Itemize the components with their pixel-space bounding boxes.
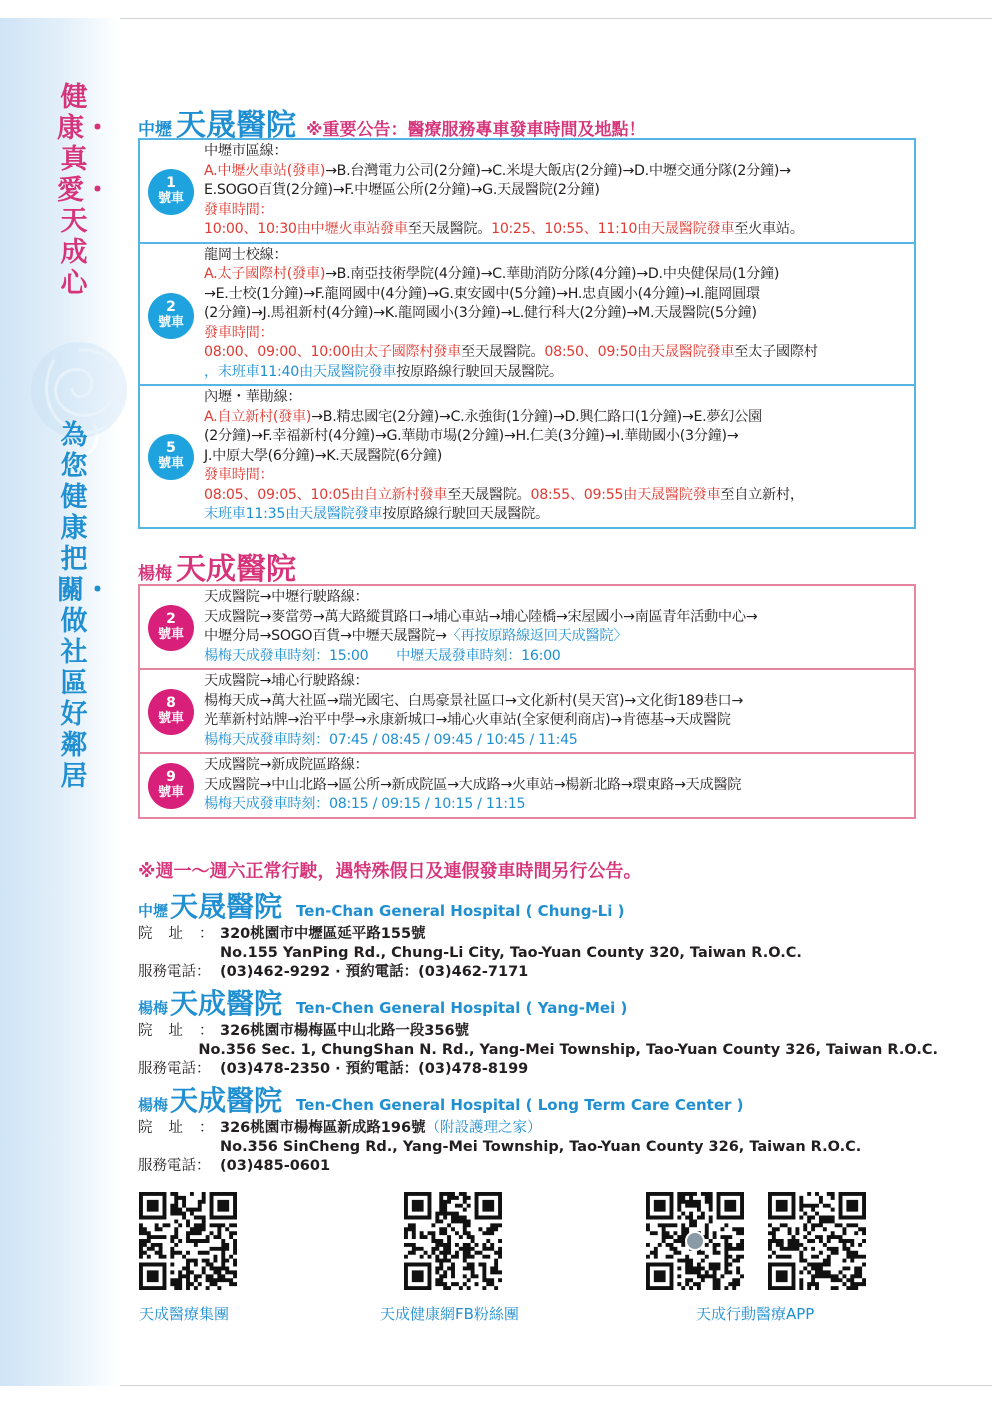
route-line bbox=[204, 795, 906, 815]
route-line bbox=[204, 647, 906, 667]
route-text: A.太子國際村(發車) bbox=[204, 266, 326, 282]
qr-code-icon bbox=[139, 1192, 237, 1290]
route-text: 由中壢火車站發車 bbox=[296, 221, 408, 237]
section1-notice: ※重要公告：醫療服務專車發車時間及地點！ bbox=[306, 120, 646, 140]
schedule-footnote: ※週一～週六正常行駛，遇特殊假日及連假發車時間另行公告。 bbox=[138, 861, 642, 882]
address-zh bbox=[220, 1119, 938, 1138]
phone-label: 服務電話： bbox=[138, 1061, 211, 1077]
route-line bbox=[204, 756, 906, 776]
route-text: 由太子國際村發車 bbox=[349, 344, 462, 360]
hospital-address-zh bbox=[138, 925, 938, 944]
route-text: 由天晟醫院發車 bbox=[623, 486, 721, 503]
route-text: 08:50、09:50 bbox=[544, 344, 638, 360]
route-text: →B.精忠國宅(2分鐘)→C.永強街(1分鐘)→D.興仁路口(1分鐘)→E.夢幻公園 bbox=[311, 408, 762, 425]
section1-prefix: 中壢 bbox=[138, 120, 172, 140]
section2-hospital: 天成醫院 bbox=[176, 552, 296, 587]
hospital-address-zh bbox=[138, 1119, 938, 1138]
route-badge-number: 8 bbox=[166, 695, 176, 711]
route-text: 08:00、09:00、10:00 bbox=[204, 344, 350, 360]
route-text: 08:55、09:55 bbox=[530, 486, 624, 503]
route-text: 由自立新村發車 bbox=[349, 486, 448, 503]
phone-label: 服務電話： bbox=[138, 964, 211, 980]
hospital-3 bbox=[138, 1079, 938, 1176]
route-line bbox=[204, 627, 906, 647]
route-text: 內壢・華勛線： bbox=[204, 389, 302, 405]
route-badge-number: 2 bbox=[166, 611, 176, 627]
hospital-prefix: 楊梅 bbox=[138, 999, 169, 1017]
qr-code-icon bbox=[646, 1192, 744, 1290]
route-text: 〈再按原路線返回天成醫院〉 bbox=[446, 628, 628, 644]
address-zh-text: 326桃園市楊梅區中山北路一段356號 bbox=[220, 1023, 470, 1039]
route-line bbox=[204, 427, 906, 447]
route-line bbox=[204, 486, 906, 506]
route-line bbox=[204, 363, 906, 383]
route-badge-number: 9 bbox=[166, 769, 176, 785]
route-line bbox=[204, 505, 906, 525]
route-text: 至太子國際村 bbox=[734, 344, 818, 360]
section2-prefix: 楊梅 bbox=[138, 564, 172, 584]
spacer bbox=[138, 1041, 198, 1060]
route-8 bbox=[140, 670, 914, 754]
route-text: 天成醫院→埔心行駛路線： bbox=[204, 673, 369, 689]
spacer bbox=[138, 1138, 220, 1157]
route-badge-label: 號車 bbox=[157, 314, 184, 330]
route-5 bbox=[140, 386, 914, 527]
route-badge-label: 號車 bbox=[157, 627, 184, 642]
spacer bbox=[138, 944, 220, 963]
route-badge bbox=[148, 293, 194, 339]
route-text: 天成醫院→新成院區路線： bbox=[204, 757, 369, 773]
route-line bbox=[204, 142, 906, 162]
route-badge bbox=[148, 434, 194, 480]
phone-numbers: (03)462-9292 · 預約電話：(03)462-7171 bbox=[220, 964, 529, 980]
route-line bbox=[204, 265, 906, 285]
route-text: 龍岡士校線： bbox=[204, 246, 288, 263]
hospital-2 bbox=[138, 982, 938, 1079]
phone-numbers: (03)478-2350 · 預約電話：(03)478-8199 bbox=[220, 1061, 529, 1077]
hospital-name: 天晟醫院 bbox=[170, 890, 283, 923]
route-line bbox=[204, 608, 906, 628]
route-text: E.SOGO百貨(2分鐘)→F.中壢區公所(2分鐘)→G.天晟醫院(2分鐘) bbox=[204, 182, 600, 198]
hospital-name: 天成醫院 bbox=[170, 987, 283, 1020]
hospital-en: Ten-Chen General Hospital ( Long Term Care Center ) bbox=[296, 1096, 744, 1114]
route-text: 按原路線行駛回天晟醫院。 bbox=[382, 506, 549, 522]
route-text: 中壢分局→SOGO百貨→中壢天晟醫院→ bbox=[204, 628, 447, 644]
route-text: A.自立新村(發車) bbox=[204, 408, 312, 425]
route-badge bbox=[148, 689, 194, 735]
hospital-phone bbox=[138, 1060, 938, 1079]
route-line bbox=[204, 246, 906, 266]
address-label: 院址： bbox=[138, 926, 230, 942]
phone-numbers: (03)485-0601 bbox=[220, 1158, 331, 1174]
route-line bbox=[204, 447, 906, 467]
route-text: 由天晟醫院發車 bbox=[285, 506, 383, 522]
route-badge-label: 號車 bbox=[157, 191, 184, 206]
route-badge-label: 號車 bbox=[157, 785, 184, 800]
route-text: →E.士校(1分鐘)→F.龍岡國中(4分鐘)→G.東安國中(5分鐘)→H.忠貞國小(4分鐘)→I.龍岡圓環 bbox=[204, 285, 760, 302]
slogan-bottom: 為您健康把關・做社區好鄰居 bbox=[57, 420, 111, 792]
route-box-zhongli bbox=[138, 138, 916, 529]
hospital-prefix: 中壢 bbox=[138, 902, 169, 920]
hospital-en: Ten-Chan General Hospital ( Chung-Li ) bbox=[296, 902, 625, 920]
qr-caption: 天成醫療集團 bbox=[139, 1305, 230, 1323]
route-text: 天成醫院→中壢行駛路線： bbox=[204, 589, 369, 605]
route-text: (2分鐘)→J.馬祖新村(4分鐘)→K.龍岡國小(3分鐘)→L.健行科大(2分鐘)→M.天晟醫院(5分鐘) bbox=[204, 305, 757, 321]
route-line bbox=[204, 672, 906, 692]
address-en: No.155 YanPing Rd., Chung-Li City, Tao-Yuan County 320, Taiwan R.O.C. bbox=[220, 945, 802, 961]
route-line bbox=[204, 304, 906, 324]
hospital-address-zh bbox=[138, 1022, 938, 1041]
route-line bbox=[204, 388, 906, 408]
address-zh-text: 326桃園市楊梅區新成路196號 bbox=[220, 1120, 426, 1136]
route-text: 至天晟醫院。 bbox=[461, 344, 545, 360]
address-zh bbox=[220, 925, 938, 944]
route-text: 楊梅天成發車時刻：08:15 / 09:15 / 10:15 / 11:15 bbox=[204, 796, 526, 812]
route-line bbox=[204, 588, 906, 608]
route-line bbox=[204, 162, 906, 182]
hospital-title bbox=[138, 1079, 938, 1119]
qr-caption: 天成健康網FB粉絲團 bbox=[380, 1305, 519, 1323]
hospital-1 bbox=[138, 885, 938, 982]
route-text: 08:05、09:05、10:05 bbox=[204, 486, 350, 503]
route-line bbox=[204, 692, 906, 712]
route-text: 至火車站。 bbox=[734, 221, 804, 237]
qr-caption: 天成行動醫療APP bbox=[696, 1305, 815, 1323]
route-line bbox=[204, 324, 906, 344]
route-badge-number: 1 bbox=[166, 175, 176, 191]
address-zh bbox=[220, 1022, 938, 1041]
address-en: No.356 Sec. 1, ChungShan N. Rd., Yang-Mei Township, Tao-Yuan County 326, Taiwan R.O.C. bbox=[198, 1042, 938, 1058]
route-text: 按原路線行駛回天晟醫院。 bbox=[396, 363, 563, 380]
section1-hospital: 天晟醫院 bbox=[176, 108, 296, 143]
route-line bbox=[204, 343, 906, 363]
route-text: 楊梅天成發車時刻：15:00 中壢天晟發車時刻：16:00 bbox=[204, 647, 561, 664]
address-note: （附設護理之家） bbox=[425, 1120, 542, 1136]
route-text: 由天晟醫院發車 bbox=[298, 363, 397, 380]
hospital-prefix: 楊梅 bbox=[138, 1096, 169, 1114]
route-line bbox=[204, 408, 906, 428]
route-text: 天成醫院→麥當勞→萬大路縱貫路口→埔心車站→埔心陸橋→宋屋國小→南區青年活動中心→ bbox=[204, 608, 758, 625]
route-text: 中壢市區線： bbox=[204, 143, 288, 159]
route-text: 至天晟醫院。 bbox=[407, 221, 492, 237]
route-text: 由天晟醫院發車 bbox=[637, 344, 735, 360]
route-text: →B.台灣電力公司(2分鐘)→C.米堤大飯店(2分鐘)→D.中壢交通分隊(2分鐘)→ bbox=[325, 162, 791, 179]
route-text: ，末班車11:40 bbox=[204, 363, 299, 380]
route-text: 至自立新村， bbox=[720, 486, 804, 503]
route-text: 楊梅天成→萬大社區→瑞光國宅、白馬豪景社區口→文化新村(昊天宮)→文化街189巷口→ bbox=[204, 692, 743, 709]
hospital-name: 天成醫院 bbox=[170, 1084, 283, 1117]
phone-label: 服務電話： bbox=[138, 1158, 211, 1174]
route-1 bbox=[140, 140, 914, 244]
route-text: 楊梅天成發車時刻：07:45 / 08:45 / 09:45 / 10:45 / 11:45 bbox=[204, 731, 578, 748]
route-text: 由天晟醫院發車 bbox=[637, 221, 735, 237]
route-text: 光華新村站牌→治平中學→永康新城口→埔心火車站(全家便利商店)→肯德基→天成醫院 bbox=[204, 712, 731, 728]
route-text: 10:00、10:30 bbox=[204, 221, 297, 237]
route-text: 至天晟醫院。 bbox=[447, 486, 531, 503]
route-line bbox=[204, 466, 906, 486]
hospital-phone bbox=[138, 963, 938, 982]
route-badge-number: 2 bbox=[166, 298, 176, 315]
route-text: 發車時間： bbox=[204, 467, 274, 483]
route-text: 發車時間： bbox=[204, 201, 274, 218]
route-2 bbox=[140, 244, 914, 387]
route-line bbox=[204, 285, 906, 305]
route-line bbox=[204, 711, 906, 731]
hospital-phone bbox=[138, 1157, 938, 1176]
route-text: (2分鐘)→F.幸福新村(4分鐘)→G.華勛市場(2分鐘)→H.仁美(3分鐘)→I.華勛國小(3分鐘)→ bbox=[204, 428, 739, 444]
route-badge bbox=[148, 763, 194, 809]
address-en: No.356 SinCheng Rd., Yang-Mei Township, Tao-Yuan County 326, Taiwan R.O.C. bbox=[220, 1139, 862, 1155]
route-9 bbox=[140, 754, 914, 817]
route-badge-number: 5 bbox=[166, 440, 176, 456]
route-text: 發車時間： bbox=[204, 324, 274, 341]
hospital-address-en bbox=[138, 944, 938, 963]
route-line bbox=[204, 220, 906, 240]
hospital-en: Ten-Chen General Hospital ( Yang-Mei ) bbox=[296, 999, 628, 1017]
hospital-address-en bbox=[138, 1041, 938, 1060]
route-2 bbox=[140, 586, 914, 670]
route-text: 末班車11:35 bbox=[204, 506, 286, 522]
route-text: A.中壢火車站(發車) bbox=[204, 162, 326, 179]
route-text: J.中原大學(6分鐘)→K.天晟醫院(6分鐘) bbox=[204, 447, 442, 464]
hospital-title bbox=[138, 982, 938, 1022]
route-text: 10:25、10:55、11:10 bbox=[491, 221, 638, 237]
address-label: 院址： bbox=[138, 1023, 230, 1039]
route-line bbox=[204, 181, 906, 201]
section2-header bbox=[138, 544, 296, 588]
route-text: 天成醫院→中山北路→區公所→新成院區→大成路→火車站→楊新北路→環東路→天成醫院 bbox=[204, 776, 742, 793]
address-label: 院址： bbox=[138, 1120, 230, 1136]
route-line bbox=[204, 201, 906, 221]
route-badge-label: 號車 bbox=[157, 711, 184, 726]
route-line bbox=[204, 776, 906, 796]
qr-code-icon bbox=[404, 1192, 502, 1290]
qr-code-icon bbox=[768, 1192, 866, 1290]
address-zh-text: 320桃園市中壢區延平路155號 bbox=[220, 926, 426, 942]
route-badge-label: 號車 bbox=[157, 456, 184, 471]
route-badge bbox=[148, 605, 194, 651]
route-text: →B.南亞技術學院(4分鐘)→C.華勛消防分隊(4分鐘)→D.中央健保局(1分鐘) bbox=[325, 266, 780, 282]
hospital-address-en bbox=[138, 1138, 938, 1157]
route-line bbox=[204, 731, 906, 751]
route-badge bbox=[148, 169, 194, 215]
slogan-top: 健康・真愛・天成心 bbox=[57, 82, 111, 299]
hospital-title bbox=[138, 885, 938, 925]
route-box-yangmei bbox=[138, 584, 916, 819]
